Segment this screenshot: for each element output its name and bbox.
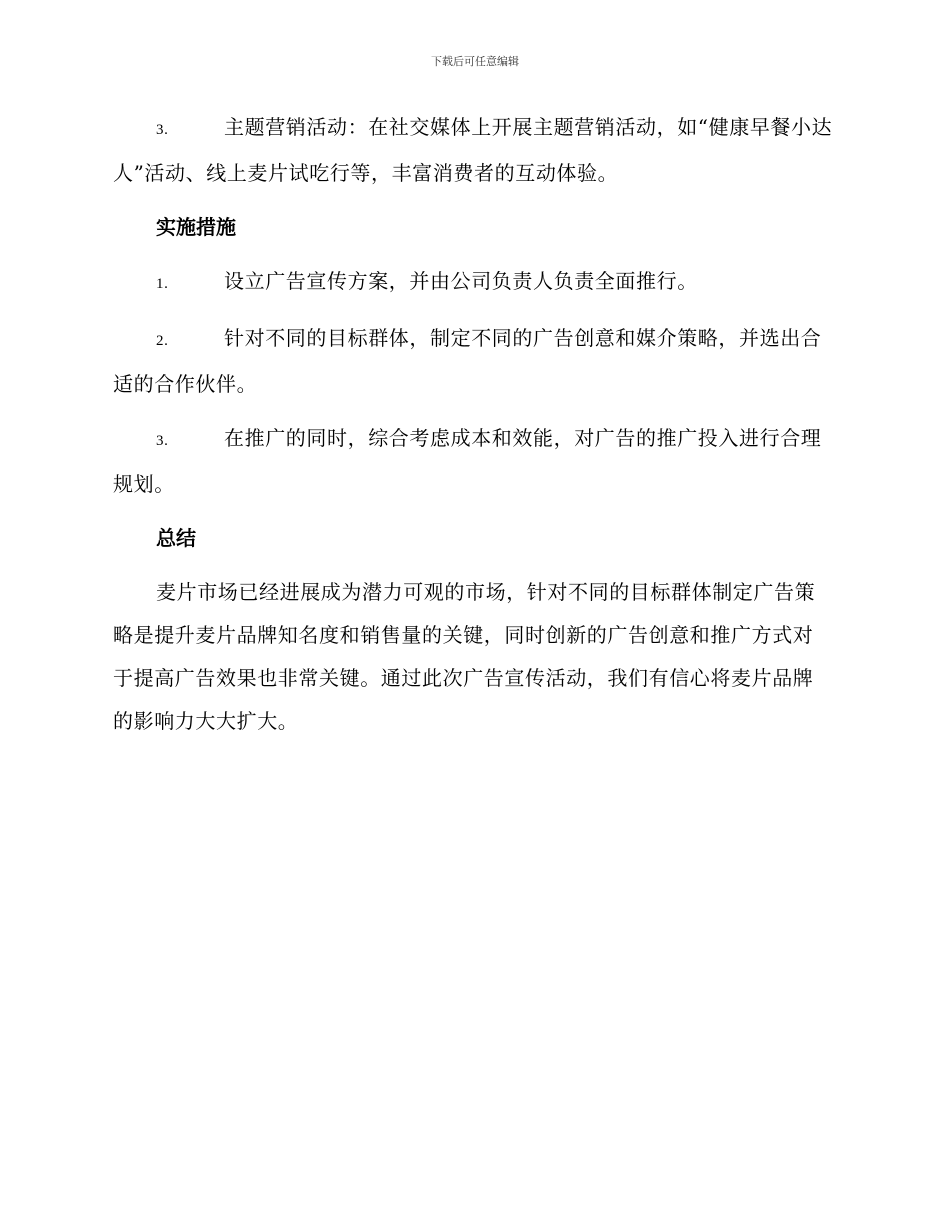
list-item-text: 针对不同的目标群体，制定不同的广告创意和媒介策略，并选出合适的合作伙伴。 (113, 326, 822, 396)
section-heading-summary: 总结 (156, 526, 196, 550)
summary-paragraph: 麦片市场已经进展成为潜力可观的市场，针对不同的目标群体制定广告策略是提升麦片品牌知名度和销售量的关键，同时创新的广告创意和推广方式对于提高广告效果也非常关键。通过此次广告宣传活动，我们有信心将麦片品牌的影响力大大扩大。 (113, 580, 816, 733)
list-item-theme-marketing (113, 106, 833, 195)
list-item-text: 主题营销活动：在社交媒体上开展主题营销活动，如“健康早餐小达人”活动、线上麦片试吃行等，丰富消费者的互动体验。 (113, 115, 833, 185)
document-body (113, 106, 833, 754)
list-item-measure-2 (113, 317, 833, 406)
list-item-text: 设立广告宣传方案，并由公司负责人负责全面推行。 (224, 269, 698, 293)
list-item-number: 2. (156, 333, 169, 349)
list-item-measure-3 (113, 417, 833, 506)
list-item-number: 1. (156, 276, 169, 292)
list-item-measure-1 (113, 260, 833, 306)
page-header: 下载后可任意编辑 (431, 55, 519, 68)
section-heading-measures: 实施措施 (156, 215, 236, 239)
list-item-text: 在推广的同时，综合考虑成本和效能，对广告的推广投入进行合理规划。 (113, 426, 822, 496)
list-item-number: 3. (156, 433, 169, 449)
list-item-number: 3. (156, 122, 169, 138)
